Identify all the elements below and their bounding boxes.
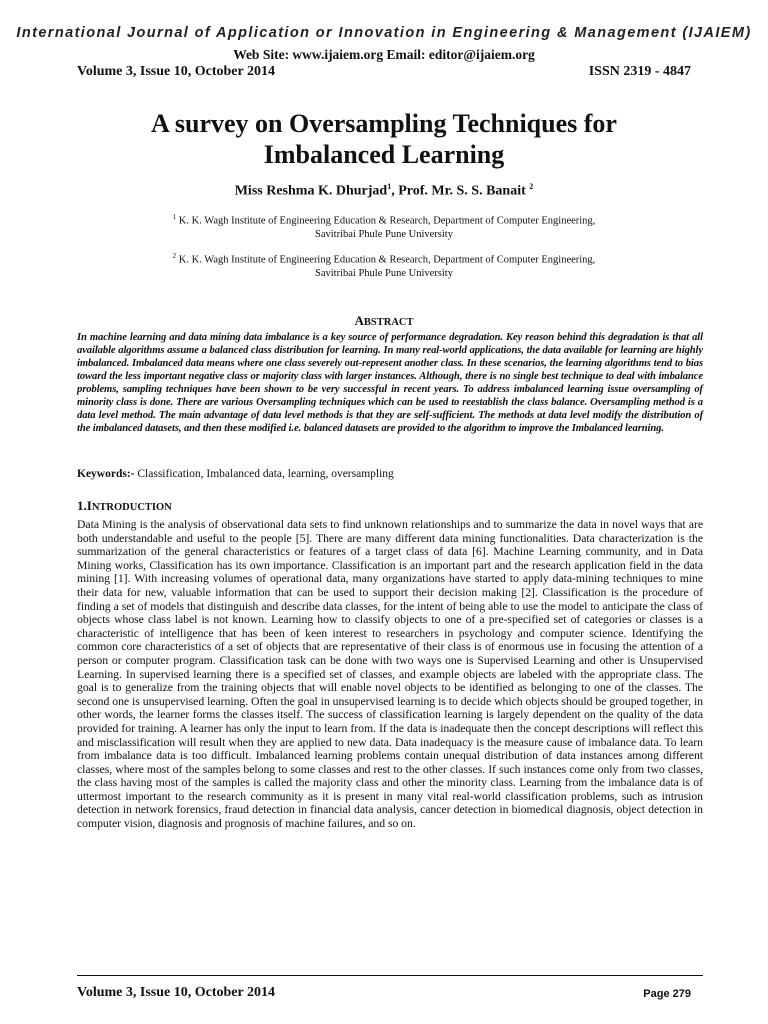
affiliation-1-line1: K. K. Wagh Institute of Engineering Education & Research, Department of Computer Engineering, <box>178 215 596 227</box>
affiliation-2-sup: 2 <box>172 252 177 260</box>
header-volume: Volume 3, Issue 10, October 2014 <box>77 64 275 79</box>
abstract-heading-rest: BSTRACT <box>363 317 414 328</box>
abstract-heading <box>0 313 768 329</box>
author-2: Prof. Mr. S. S. Banait <box>398 183 526 199</box>
keywords-row <box>77 468 703 480</box>
header-volume-row <box>77 64 691 80</box>
author-1-sup: 1 <box>387 182 392 191</box>
section-heading-introduction <box>77 498 172 514</box>
affiliation-2-line1: K. K. Wagh Institute of Engineering Education & Research, Department of Computer Engineering, <box>178 254 596 266</box>
author-list <box>0 182 768 200</box>
paper-title-line1: A survey on Oversampling Techniques for <box>151 109 617 138</box>
paper-title-line2: Imbalanced Learning <box>263 140 505 169</box>
affiliation-1 <box>0 211 768 241</box>
affiliation-2-line2: Savitribai Phule Pune University <box>315 267 453 279</box>
footer-page-number: Page 279 <box>643 988 691 1000</box>
footer-rule <box>77 975 703 976</box>
keywords-label: Keywords:- <box>77 468 135 480</box>
affiliation-2 <box>0 250 768 280</box>
section-heading-rest: NTRODUCTION <box>91 502 172 513</box>
header-issn: ISSN 2319 - 4847 <box>588 64 691 79</box>
author-separator: , <box>391 183 399 199</box>
journal-name: International Journal of Application or Innovation in Engineering & Management (IJAIEM) <box>16 25 752 41</box>
footer-volume: Volume 3, Issue 10, October 2014 <box>77 985 275 1000</box>
affiliation-1-line2: Savitribai Phule Pune University <box>315 228 453 240</box>
keywords-list: Classification, Imbalanced data, learning, oversampling <box>134 468 394 480</box>
paper-title <box>0 108 768 170</box>
journal-website: Web Site: www.ijaiem.org Email: editor@ijaiem.org <box>233 47 535 62</box>
introduction-paragraph: Data Mining is the analysis of observational data sets to find unknown relationships and to summarize the data in novel ways that are both understandable and useful to the people [5]. There are many different data mining functionalities. Data characterization is the summarization of the general characteristics or features of a target class of data [6]. Machine Learning community, and in Data Mining works, Classification has its own importance. Classification is an important part and the research application field in the data mining [1]. With increasing volumes of operational data, many organizations have started to apply data-mining techniques to mine their data for new, valuable information that can be used to support their decision making [2]. Classification is the procedure of finding a set of models that distinguish and describe data classes, for the intent of being able to use the model to anticipate the class of objects whose class label is not known. Learning how to classify objects to one of a pre-specified set of categories or classes is a characteristic of intelligence that has been of keen interest to researchers in psychology and computer science. Identifying the common core characteristics of a set of objects that are representative of their class is of enormous use in focusing the attention of a person or computer program. Classification task can be done with two ways one is Supervised Learning and other is Unsupervised Learning. In supervised learning there is a specified set of classes, and example objects are labeled with the appropriate class. The goal is to generalize from the training objects that will enable novel objects to be identified as belonging to one of the classes. The second one is unsupervised learning. Often the goal in unsupervised learning is to decide which objects should be grouped together, in other words, the learner forms the classes itself. The success of classification learning is largely dependent on the quality of the data provided for training. A learner has only the input to learn from. If the data is inadequate then the concept descriptions will reflect this and misclassification will result when they are applied to new data. Data inadequacy is the measure cause of imbalance data. To learn from imbalance data is too difficult. Imbalanced learning problems contain unequal distribution of data instances among different classes, where most of the samples belong to some classes and rest to the other classes. If such instances come only from two classes, the class having most of the samples is called the majority class and other the minority class. Learning from the imbalance data is of uttermost important to the research community as it is present in many vital real-world classification problems, such as intrusion detection in network forensics, fraud detection in financial data analysis, cancer detection in biomedical diagnosis, object detection in computer vision, diagnosis and prognosis of machine failures, and so on. <box>77 518 703 831</box>
author-2-sup: 2 <box>529 182 534 191</box>
section-heading-first: I <box>86 498 92 513</box>
abstract-heading-first: A <box>354 313 364 328</box>
author-1: Miss Reshma K. Dhurjad <box>234 183 388 199</box>
affiliation-1-sup: 1 <box>172 213 177 221</box>
section-number: 1. <box>77 498 87 513</box>
abstract-text: In machine learning and data mining data imbalance is a key source of performance degradation. Key reason behind this degradation is that all available algorithms assume a balanced class distribution for learning. In many real-world applications, the data available for learning are highly imbalanced. Imbalanced data means where one class severely out-represent another class. In these scenarios, the learning algorithms tend to bias toward the less important negative class or majority class with larger instances. Although, there is no single best technique to deal with imbalance problems, sampling techniques have been shown to be very successful in recent years. To address imbalanced learning issue oversampling of minority class is done. There are various Oversampling techniques which can be used to reestablish the class balance. Oversampling method is a data level method. The main advantage of data level methods is that they are self-sufficient. The methods at data level modify the distribution of the imbalanced datasets, and then these modified i.e. balanced datasets are provided to the algorithm to improve the Imbalanced learning. <box>77 332 703 434</box>
